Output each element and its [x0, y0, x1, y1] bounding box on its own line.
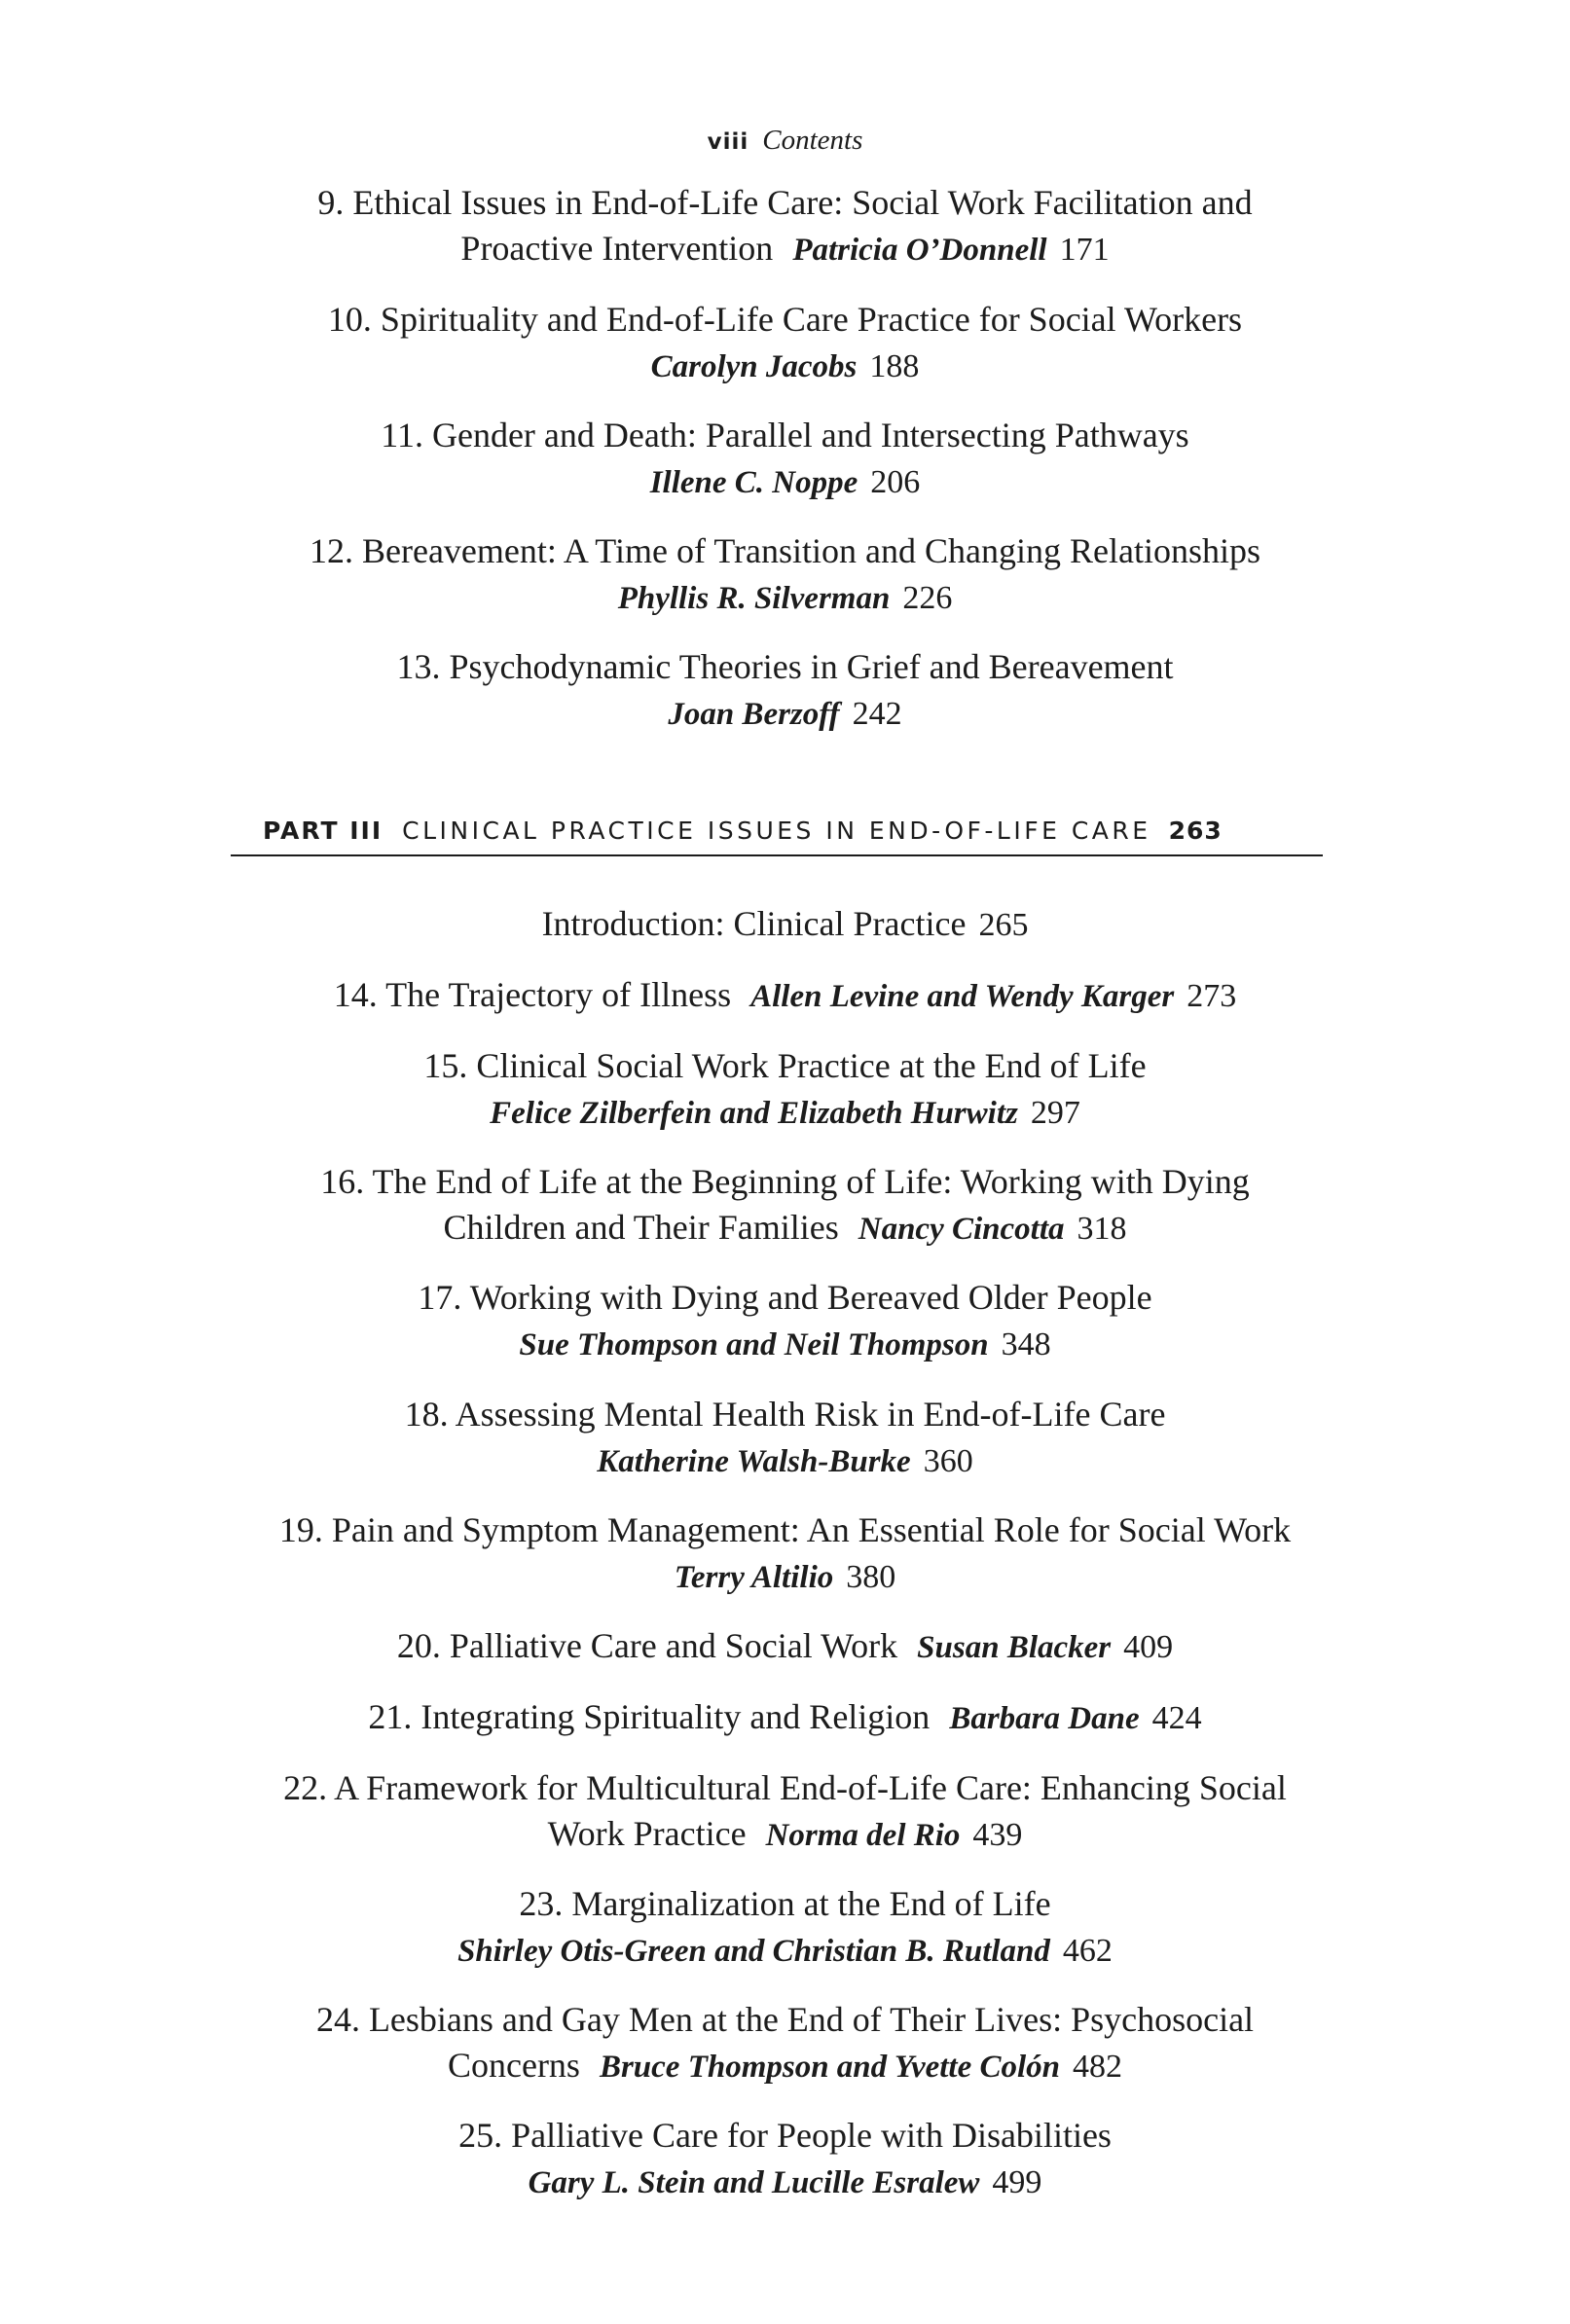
- toc-entry-page: 462: [1062, 1933, 1113, 1969]
- toc-entry-author: Norma del Rio: [765, 1818, 961, 1853]
- toc-entry-author: Allen Levine and Wendy Karger: [750, 979, 1175, 1014]
- toc-entry-title: Introduction: Clinical Practice 265: [541, 904, 1029, 943]
- toc-entry-byline: [0, 458, 1570, 506]
- toc-entry-page: 206: [870, 464, 921, 500]
- toc-entry-14: [0, 972, 1570, 1020]
- toc-entry-title: 21. Integrating Spirituality and Religion Barbara Dane 424: [368, 1697, 1202, 1736]
- toc-entry-title: 22. A Framework for Multicultural End-of-Life Care: Enhancing Social: [283, 1768, 1287, 1807]
- toc-entry-author: Susan Blacker: [917, 1630, 1112, 1665]
- toc-entry-page: 439: [972, 1817, 1023, 1853]
- toc-entry-title: 9. Ethical Issues in End-of-Life Care: Social Work Facilitation and: [317, 183, 1253, 222]
- toc-entry-page: 360: [923, 1443, 973, 1479]
- toc-entry-25: [0, 2113, 1570, 2206]
- toc-entry-23: [0, 1881, 1570, 1975]
- toc-entry-title: 11. Gender and Death: Parallel and Intersecting Pathways: [381, 416, 1189, 454]
- toc-entry-title: 18. Assessing Mental Health Risk in End-of-Life Care: [404, 1395, 1166, 1434]
- toc-entry-17: [0, 1275, 1570, 1368]
- toc-entry-10: [0, 297, 1570, 390]
- toc-entry-author: Bruce Thompson and Yvette Colón: [599, 2050, 1061, 2085]
- toc-entry-page: 499: [992, 2164, 1042, 2200]
- toc-entry-page: 424: [1151, 1700, 1202, 1736]
- toc-entry-byline: Concerns Bruce Thompson and Yvette Colón 482: [447, 2046, 1123, 2085]
- section-name: Contents: [762, 125, 863, 156]
- toc-entry-author: Sue Thompson and Neil Thompson: [519, 1327, 989, 1362]
- toc-entry-byline: [0, 1437, 1570, 1485]
- toc-entry-author: Gary L. Stein and Lucille Esralew: [528, 2165, 980, 2200]
- toc-entry-page: 409: [1123, 1629, 1174, 1665]
- toc-entry-author: Katherine Walsh-Burke: [597, 1444, 911, 1479]
- toc-entry-page: 348: [1001, 1326, 1051, 1362]
- toc-entry-byline: [0, 690, 1570, 738]
- toc-entry-byline: [0, 1321, 1570, 1368]
- toc-entry-title: 25. Palliative Care for People with Disabilities: [458, 2116, 1112, 2155]
- toc-entry-title: 16. The End of Life at the Beginning of Life: Working with Dying: [320, 1162, 1250, 1201]
- toc-entry-intro: [0, 901, 1570, 948]
- toc-entry-page: 482: [1073, 2049, 1123, 2085]
- part-label: PART III: [263, 817, 383, 845]
- toc-entry-byline: [0, 2159, 1570, 2206]
- toc-entry-page: 318: [1077, 1211, 1127, 1247]
- toc-entry-author: Patricia O’Donnell: [792, 233, 1047, 268]
- toc-entry-title: 13. Psychodynamic Theories in Grief and Bereavement: [396, 647, 1174, 686]
- toc-entry-title: 17. Working with Dying and Bereaved Older People: [418, 1278, 1152, 1317]
- toc-entry-page: 297: [1030, 1095, 1080, 1131]
- toc-entry-byline: Proactive Intervention Patricia O’Donnell 171: [460, 229, 1110, 268]
- toc-entry-20: [0, 1623, 1570, 1671]
- toc-entry-16: [0, 1159, 1570, 1253]
- toc-entry-page: 380: [846, 1559, 896, 1595]
- toc-entry-author: Terry Altilio: [674, 1560, 834, 1595]
- toc-entry-page: 265: [978, 907, 1029, 943]
- toc-entry-byline: [0, 1553, 1570, 1601]
- running-head: [0, 121, 1570, 162]
- part-heading: [231, 812, 1323, 856]
- toc-entry-21: [0, 1694, 1570, 1742]
- toc-entry-byline: [0, 1089, 1570, 1137]
- toc-entry-title: 20. Palliative Care and Social Work Susan Blacker 409: [396, 1626, 1174, 1665]
- toc-entry-page: 226: [902, 580, 953, 616]
- toc-entry-author: Joan Berzoff: [668, 697, 840, 732]
- toc-entry-page: 273: [1187, 978, 1237, 1014]
- toc-entry-9: [0, 180, 1570, 273]
- toc-entry-author: Felice Zilberfein and Elizabeth Hurwitz: [490, 1096, 1018, 1131]
- toc-entry-24: [0, 1997, 1570, 2090]
- toc-entry-title: 12. Bereavement: A Time of Transition and Changing Relationships: [310, 531, 1260, 570]
- toc-entry-page: 188: [869, 348, 920, 384]
- toc-entry-13: [0, 644, 1570, 738]
- page-folio: viii: [707, 129, 749, 155]
- toc-entry-page: 171: [1059, 232, 1110, 268]
- toc-entry-title: 19. Pain and Symptom Management: An Essential Role for Social Work: [278, 1510, 1292, 1549]
- toc-entry-author: Shirley Otis-Green and Christian B. Rutland: [457, 1934, 1050, 1969]
- toc-entry-title: 15. Clinical Social Work Practice at the End of Life: [423, 1046, 1147, 1085]
- toc-entry-18: [0, 1392, 1570, 1485]
- toc-entry-byline: [0, 1927, 1570, 1975]
- toc-entry-15: [0, 1043, 1570, 1137]
- toc-entry-12: [0, 528, 1570, 622]
- toc-entry-19: [0, 1507, 1570, 1601]
- part-title: CLINICAL PRACTICE ISSUES IN END-OF-LIFE CARE: [402, 817, 1151, 845]
- toc-entry-author: Illene C. Noppe: [649, 465, 858, 500]
- toc-entry-11: [0, 413, 1570, 506]
- toc-entry-title: 24. Lesbians and Gay Men at the End of Their Lives: Psychosocial: [315, 2000, 1255, 2039]
- part-page: 263: [1168, 817, 1223, 845]
- toc-entry-title: 10. Spirituality and End-of-Life Care Practice for Social Workers: [327, 300, 1243, 339]
- toc-entry-22: [0, 1765, 1570, 1859]
- toc-entry-title: 23. Marginalization at the End of Life: [519, 1884, 1051, 1923]
- toc-entry-title: 14. The Trajectory of Illness Allen Levine and Wendy Karger 273: [333, 975, 1237, 1014]
- toc-entry-page: 242: [852, 696, 902, 732]
- toc-entry-byline: [0, 574, 1570, 622]
- toc-entry-author: Phyllis R. Silverman: [617, 581, 891, 616]
- toc-entry-byline: [0, 343, 1570, 390]
- toc-entry-byline: Children and Their Families Nancy Cincotta 318: [443, 1208, 1127, 1247]
- toc-entry-byline: Work Practice Norma del Rio 439: [547, 1814, 1023, 1853]
- toc-entry-author: Nancy Cincotta: [858, 1212, 1065, 1247]
- toc-entry-author: Barbara Dane: [949, 1701, 1140, 1736]
- toc-entry-author: Carolyn Jacobs: [650, 349, 858, 384]
